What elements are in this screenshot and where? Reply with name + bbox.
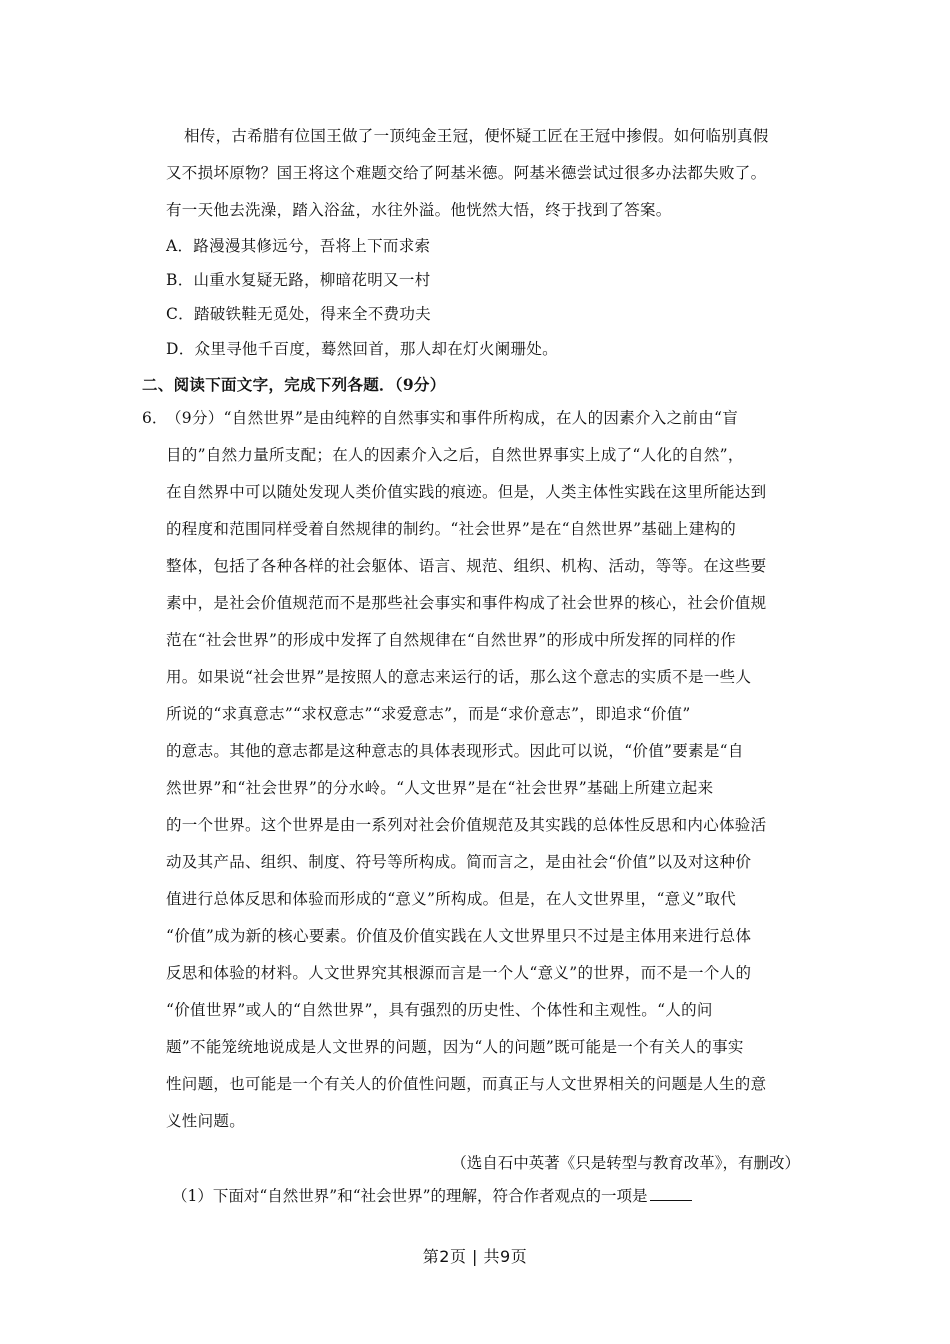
answer-blank[interactable]	[650, 1186, 692, 1201]
intro-line: 又不损坏原物？国王将这个难题交给了阿基米德。阿基米德尝试过很多办法都失败了。	[166, 164, 767, 182]
passage-line: 范在“社会世界”的形成中发挥了自然规律在“自然世界”的形成中所发挥的同样的作	[166, 631, 737, 649]
source-citation: （选自石中英著《只是转型与教育改革》，有删改）	[451, 1154, 800, 1172]
passage-line: 然世界”和“社会世界”的分水岭。“人文世界”是在“社会世界”基础上所建立起来	[166, 779, 714, 797]
passage-line: 的意志。其他的意志都是这种意志的具体表现形式。因此可以说，“价值”要素是“自	[166, 742, 744, 760]
passage-line: 整体，包括了各种各样的社会躯体、语言、规范、组织、机构、活动，等等。在这些要	[166, 557, 767, 575]
intro-line: 相传，古希腊有位国王做了一顶纯金王冠，便怀疑工匠在王冠中掺假。如何临别真假	[184, 127, 769, 145]
passage-line: 目的”自然力量所支配；在人的因素介入之后，自然世界事实上成了“人化的自然”，	[166, 446, 744, 464]
passage-line: 值进行总体反思和体验而形成的“意义”所构成。但是，在人文世界里，“意义”取代	[166, 890, 737, 908]
sub-question-1	[172, 1184, 692, 1206]
passage-line: 反思和体验的材料。人文世界究其根源而言是一个人“意义”的世界，而不是一个人的	[166, 964, 752, 982]
passage-line: 的程度和范围同样受着自然规律的制约。“社会世界”是在“自然世界”基础上建构的	[166, 520, 737, 538]
passage-line: 动及其产品、组织、制度、符号等所构成。简而言之，是由社会“价值”以及对这种价	[166, 853, 752, 871]
section-heading: 二、阅读下面文字，完成下列各题．（9分）	[142, 375, 446, 394]
intro-passage	[166, 118, 806, 229]
option-d: D．众里寻他千百度，蓦然回首，那人却在灯火阑珊处。	[166, 340, 558, 358]
passage-line: 的一个世界。这个世界是由一系列对社会价值规范及其实践的总体性反思和内心体验活	[166, 816, 767, 834]
passage-line: 素中，是社会价值规范而不是那些社会事实和事件构成了社会世界的核心，社会价值规	[166, 594, 767, 612]
question-passage	[166, 400, 806, 1140]
passage-line: 用。如果说“社会世界”是按照人的意志来运行的话，那么这个意志的实质不是一些人	[166, 668, 752, 686]
option-b: B．山重水复疑无路，柳暗花明又一村	[166, 271, 431, 289]
passage-line: 所说的“求真意志”“求权意志”“求爱意志”，而是“求价意志”，即追求“价值”	[166, 705, 691, 723]
passage-line: 题”不能笼统地说成是人文世界的问题，因为“人的问题”既可能是一个有关人的事实	[166, 1038, 744, 1056]
passage-line: 在自然界中可以随处发现人类价值实践的痕迹。但是，人类主体性实践在这里所能达到	[166, 483, 767, 501]
option-c: C．踏破铁鞋无觅处，得来全不费功夫	[166, 305, 431, 323]
passage-line: 性问题，也可能是一个有关人的价值性问题，而真正与人文世界相关的问题是人生的意	[166, 1075, 767, 1093]
passage-line: 义性问题。	[166, 1112, 246, 1130]
option-a: A．路漫漫其修远兮，吾将上下而求索	[166, 237, 431, 255]
passage-line: （9分）“自然世界”是由纯粹的自然事实和事件所构成，在人的因素介入之前由“盲	[166, 409, 739, 427]
intro-line: 有一天他去洗澡，踏入浴盆，水往外溢。他恍然大悟，终于找到了答案。	[166, 201, 672, 219]
page-footer: 第2页 | 共9页	[422, 1247, 528, 1266]
question-number: 6．	[142, 409, 168, 427]
passage-line: “价值”成为新的核心要素。价值及价值实践在人文世界里只不过是主体用来进行总体	[166, 927, 752, 945]
passage-line: “价值世界”或人的“自然世界”，具有强烈的历史性、个体性和主观性。“人的问	[166, 1001, 713, 1019]
sub-question-text: （1）下面对“自然世界”和“社会世界”的理解，符合作者观点的一项是	[172, 1187, 648, 1205]
